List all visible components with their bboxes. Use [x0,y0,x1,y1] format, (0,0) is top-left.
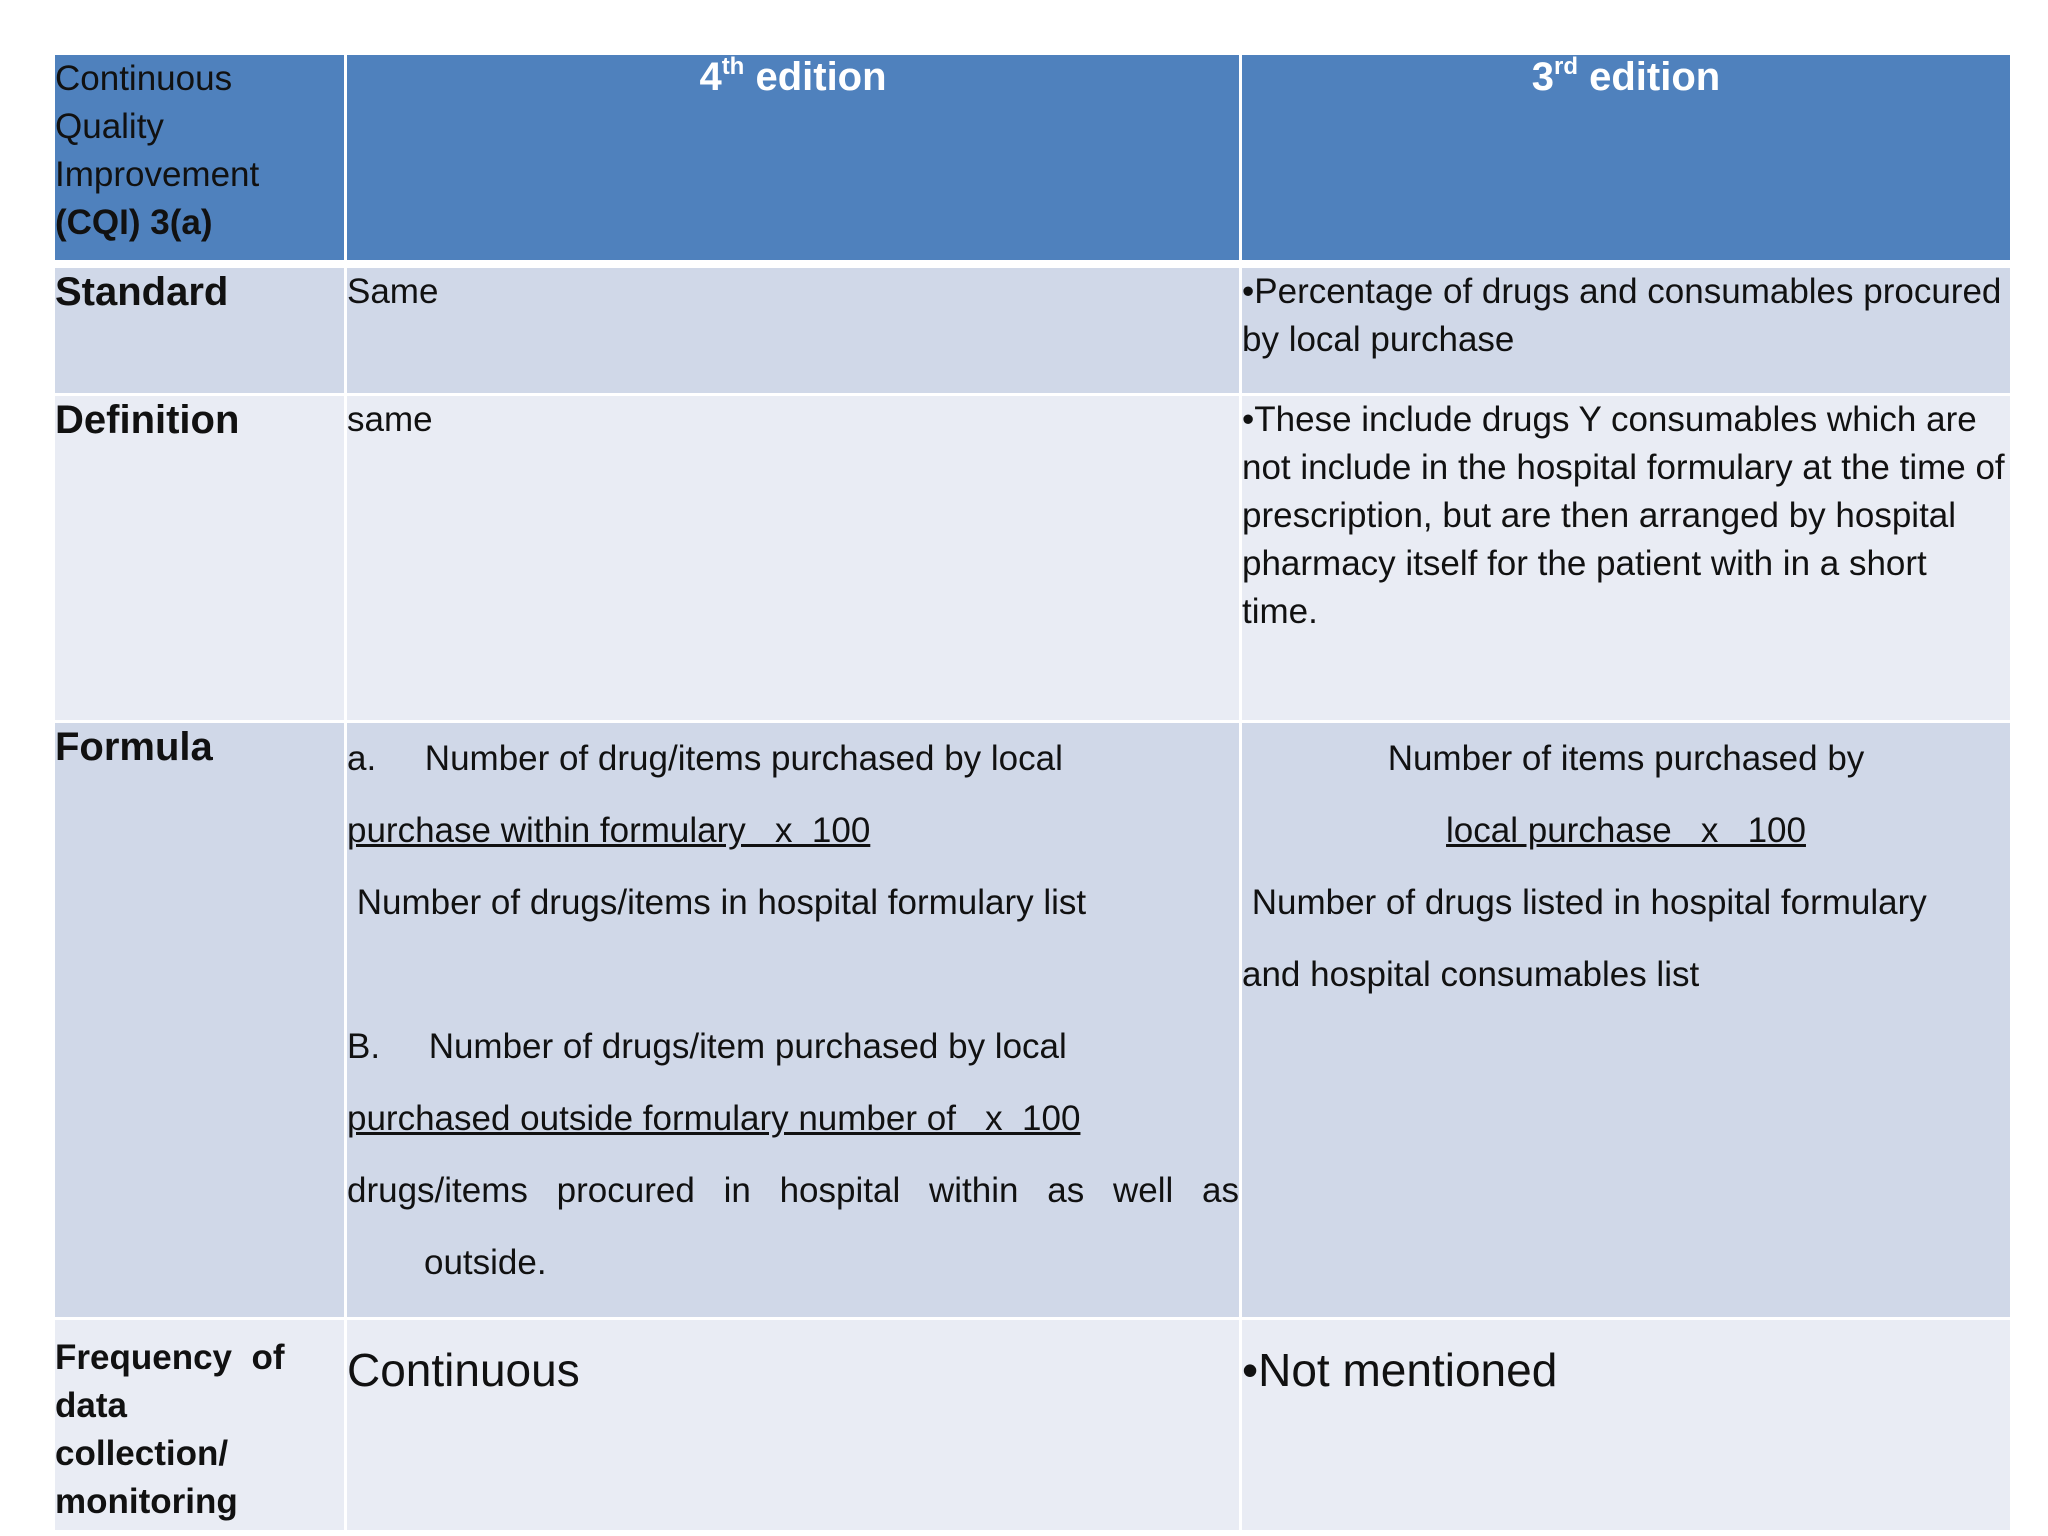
definition-4th-cell: same [346,395,1241,722]
row-label-definition: Definition [54,395,346,722]
edition-suffix: rd [1554,53,1579,80]
row-label-frequency [54,1319,346,1532]
header-line: Quality [55,107,164,146]
formula-spacer [347,939,1239,1011]
header-4th-edition [346,54,1241,264]
formula-3rd-cell [1241,722,2012,1319]
formula-b-numerator-1: B. Number of drugs/item purchased by local [347,1027,1067,1066]
formula-a-denominator: Number of drugs/items in hospital formulary list [347,883,1087,922]
formula-4th-cell [346,722,1241,1319]
row-label-formula: Formula [54,722,346,1319]
standard-4th-cell: Same [346,264,1241,395]
formula-3rd-denominator-1: Number of drugs listed in hospital formulary [1242,883,1927,922]
header-line: Continuous [55,59,233,98]
header-3rd-edition [1241,54,2012,264]
formula-b-denominator-1: drugs/items procured in hospital within as well as [347,1171,1239,1210]
formula-3rd-numerator-2: local purchase x 100 [1446,811,1806,850]
header-line: Improvement [55,155,260,194]
row-frequency [54,1319,2012,1532]
formula-a-numerator-2: purchase within formulary x 100 [347,811,871,850]
header-line-bold: (CQI) 3(a) [55,203,213,242]
comparison-table [52,52,2013,1533]
edition-word: edition [1578,55,1721,99]
header-cqi-label [54,54,346,264]
frequency-4th-cell: Continuous [346,1319,1241,1532]
label-line: collection/ [55,1434,229,1473]
formula-3rd-denominator-2: and hospital consumables list [1242,955,1700,994]
row-formula [54,722,2012,1319]
standard-3rd-cell: •Percentage of drugs and consumables procured by local purchase [1241,264,2012,395]
row-label-standard: Standard [54,264,346,395]
edition-word: edition [744,55,887,99]
label-line: monitoring [55,1482,238,1521]
formula-3rd-numerator-1: Number of items purchased by [1387,739,1865,778]
edition-number: 3 [1531,55,1555,99]
label-line: data [55,1386,127,1425]
edition-number: 4 [699,55,722,99]
formula-b-denominator-2: outside. [424,1243,547,1282]
edition-suffix: th [721,53,745,80]
formula-b-numerator-2: purchased outside formulary number of x 100 [347,1099,1081,1138]
frequency-3rd-cell: •Not mentioned [1241,1319,2012,1532]
definition-3rd-cell: •These include drugs Y consumables which are not include in the hospital formulary at the time of prescription, but are then arranged by hospital pharmacy itself for the patient with in a short time. [1241,395,2012,722]
header-row [54,54,2012,264]
label-line: Frequency of [55,1338,285,1377]
row-standard [54,264,2012,395]
formula-a-numerator-1: a. Number of drug/items purchased by local [347,739,1063,778]
row-definition [54,395,2012,722]
